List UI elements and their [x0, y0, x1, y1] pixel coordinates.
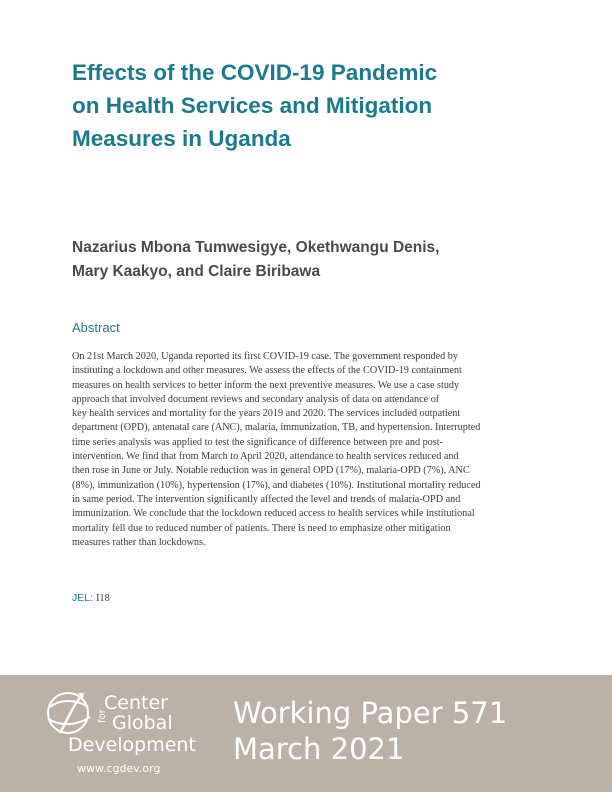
abstract-line: instituting a lockdown and other measures. We assess the effects of the COVID-19 containment — [72, 365, 462, 377]
abstract-line: time series analysis was applied to test the significance of difference between pre and post- — [72, 436, 443, 448]
logo-text-center: Center — [104, 692, 168, 714]
author-list — [72, 236, 542, 284]
abstract-line: measures on health services to better inform the next preventive measures. We use a case study — [72, 379, 460, 391]
author-line-2: Mary Kaakyo, and Claire Biribawa — [72, 263, 321, 280]
abstract-line: intervention. We find that from March to April 2020, attendance to health services reduced and — [72, 451, 459, 463]
logo-text-for: for — [97, 709, 108, 723]
footer-band — [0, 675, 612, 792]
jel-label: JEL: — [72, 592, 94, 604]
working-paper-number: Working Paper 571 — [233, 696, 508, 730]
abstract-heading: Abstract — [72, 320, 120, 335]
jel-classification — [72, 592, 110, 604]
abstract-line: department (OPD), antenatal care (ANC), malaria, immunization, TB, and hypertension. Interrupted — [72, 422, 481, 434]
logo-url-link[interactable]: www.cgdev.org — [77, 762, 161, 775]
publication-date: March 2021 — [233, 732, 405, 766]
abstract-body — [72, 350, 547, 550]
title-line-3: Measures in Uganda — [72, 126, 291, 151]
paper-title — [72, 56, 542, 155]
abstract-line: key health services and mortality for the years 2019 and 2020. The services included outpatient — [72, 408, 461, 420]
abstract-line: On 21st March 2020, Uganda reported its first COVID-19 case. The government responded by — [72, 351, 458, 362]
abstract-line: approach that involved document reviews and secondary analysis of data on attendance of — [72, 393, 440, 405]
jel-code: I18 — [95, 593, 110, 604]
working-paper-info — [233, 695, 507, 767]
abstract-line: immunization. We conclude that the lockdown reduced access to health services while institutional — [72, 508, 475, 520]
abstract-line: measures rather than lockdowns. — [72, 536, 206, 548]
title-line-2: on Health Services and Mitigation — [72, 93, 433, 118]
title-line-1: Effects of the COVID-19 Pandemic — [72, 60, 438, 85]
logo-text-global: Global — [112, 712, 173, 734]
logo-text-development: Development — [68, 734, 196, 756]
abstract-line: (8%), immunization (10%), hypertension (17%), and diabetes (10%). Institutional mortality reduced — [72, 479, 481, 491]
abstract-line: then rose in June or July. Notable reduction was in general OPD (17%), malaria-OPD (7%), ANC — [72, 465, 470, 477]
author-line-1: Nazarius Mbona Tumwesigye, Okethwangu Denis, — [72, 239, 440, 256]
abstract-line: in same period. The intervention significantly affected the level and trends of malaria-OPD and — [72, 493, 461, 505]
abstract-line: mortality fell due to reduced number of patients. There is need to emphasize other mitigation — [72, 522, 451, 534]
cgd-logo[interactable] — [38, 689, 228, 789]
